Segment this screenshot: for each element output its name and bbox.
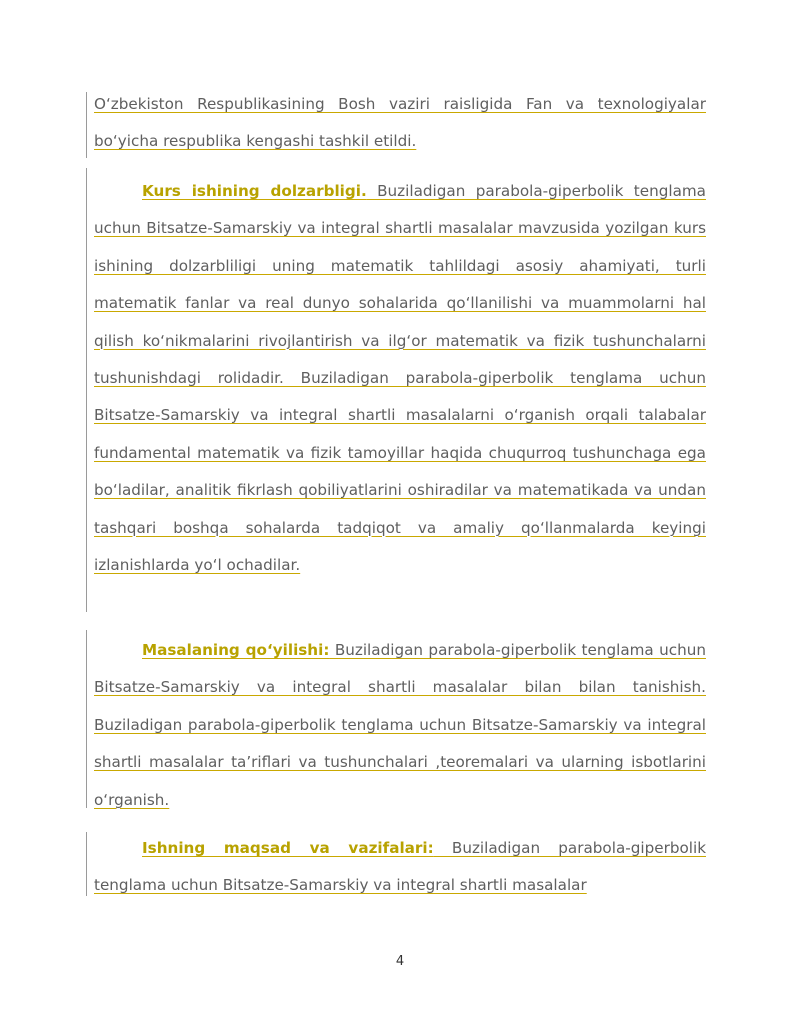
paragraph-text: Buziladigan parabola-giperbolik tenglama uchun Bitsatze-Samarskiy va integral shartli masalalar bilan bilan tanishish. Buziladigan parabola-giperbolik tenglama uchun Bitsatze-Samarskiy va integral shartli masalalar ta’riflari va tushunchalari ,teoremalari va ularning isbotlarini o‘rganish. bbox=[94, 641, 706, 809]
paragraph-text: Buziladigan parabola-giperbolik tenglama uchun Bitsatze-Samarskiy va integral shartli masalalar mavzusida yozilgan kurs ishining dolzarbliligi uning matematik tahlildagi asosiy ahamiyati, turli matematik fanlar va real dunyo sohalarida qo‘llanilishi va muammolarni hal qilish ko‘nikmalarini rivojlantirish va ilg‘or matematik va fizik tushunchalarni tushunishdagi rolidadir. Buziladigan parabola-giperbolik tenglama uchun Bitsatze-Samarskiy va integral shartli masalalarni o‘rganish orqali talabalar fundamental matematik va fizik tamoyillar haqida chuqurroq tushunchaga ega bo‘ladilar, analitik fikrlash qobiliyatlarini oshiradilar va matematikada va undan tashqari boshqa sohalarda tadqiqot va amaliy qo‘llanmalarda keyingi izlanishlarda yo‘l ochadilar. bbox=[94, 182, 706, 575]
paragraph-text: O‘zbekiston Respublikasining Bosh vaziri raisligida Fan va texnologiyalar bo‘yicha respublika kengashi tashkil etildi. bbox=[94, 95, 706, 151]
change-bar bbox=[86, 832, 87, 896]
paragraph-heading: Kurs ishining dolzarbligi. bbox=[142, 182, 367, 200]
paragraph-problem-statement bbox=[94, 632, 706, 819]
paragraph-heading: Ishning maqsad va vazifalari: bbox=[142, 839, 434, 857]
page-number: 4 bbox=[395, 954, 405, 969]
change-bar bbox=[86, 168, 87, 612]
change-bar bbox=[86, 630, 87, 808]
paragraph-intro bbox=[94, 86, 706, 161]
change-bar bbox=[86, 92, 87, 158]
paragraph-heading: Masalaning qo‘yilishi: bbox=[142, 641, 330, 659]
paragraph-relevance bbox=[94, 173, 706, 584]
paragraph-goals bbox=[94, 830, 706, 905]
paragraph-text: Buziladigan parabola-giperbolik tenglama uchun Bitsatze-Samarskiy va integral shartli masalalar bbox=[94, 839, 706, 895]
